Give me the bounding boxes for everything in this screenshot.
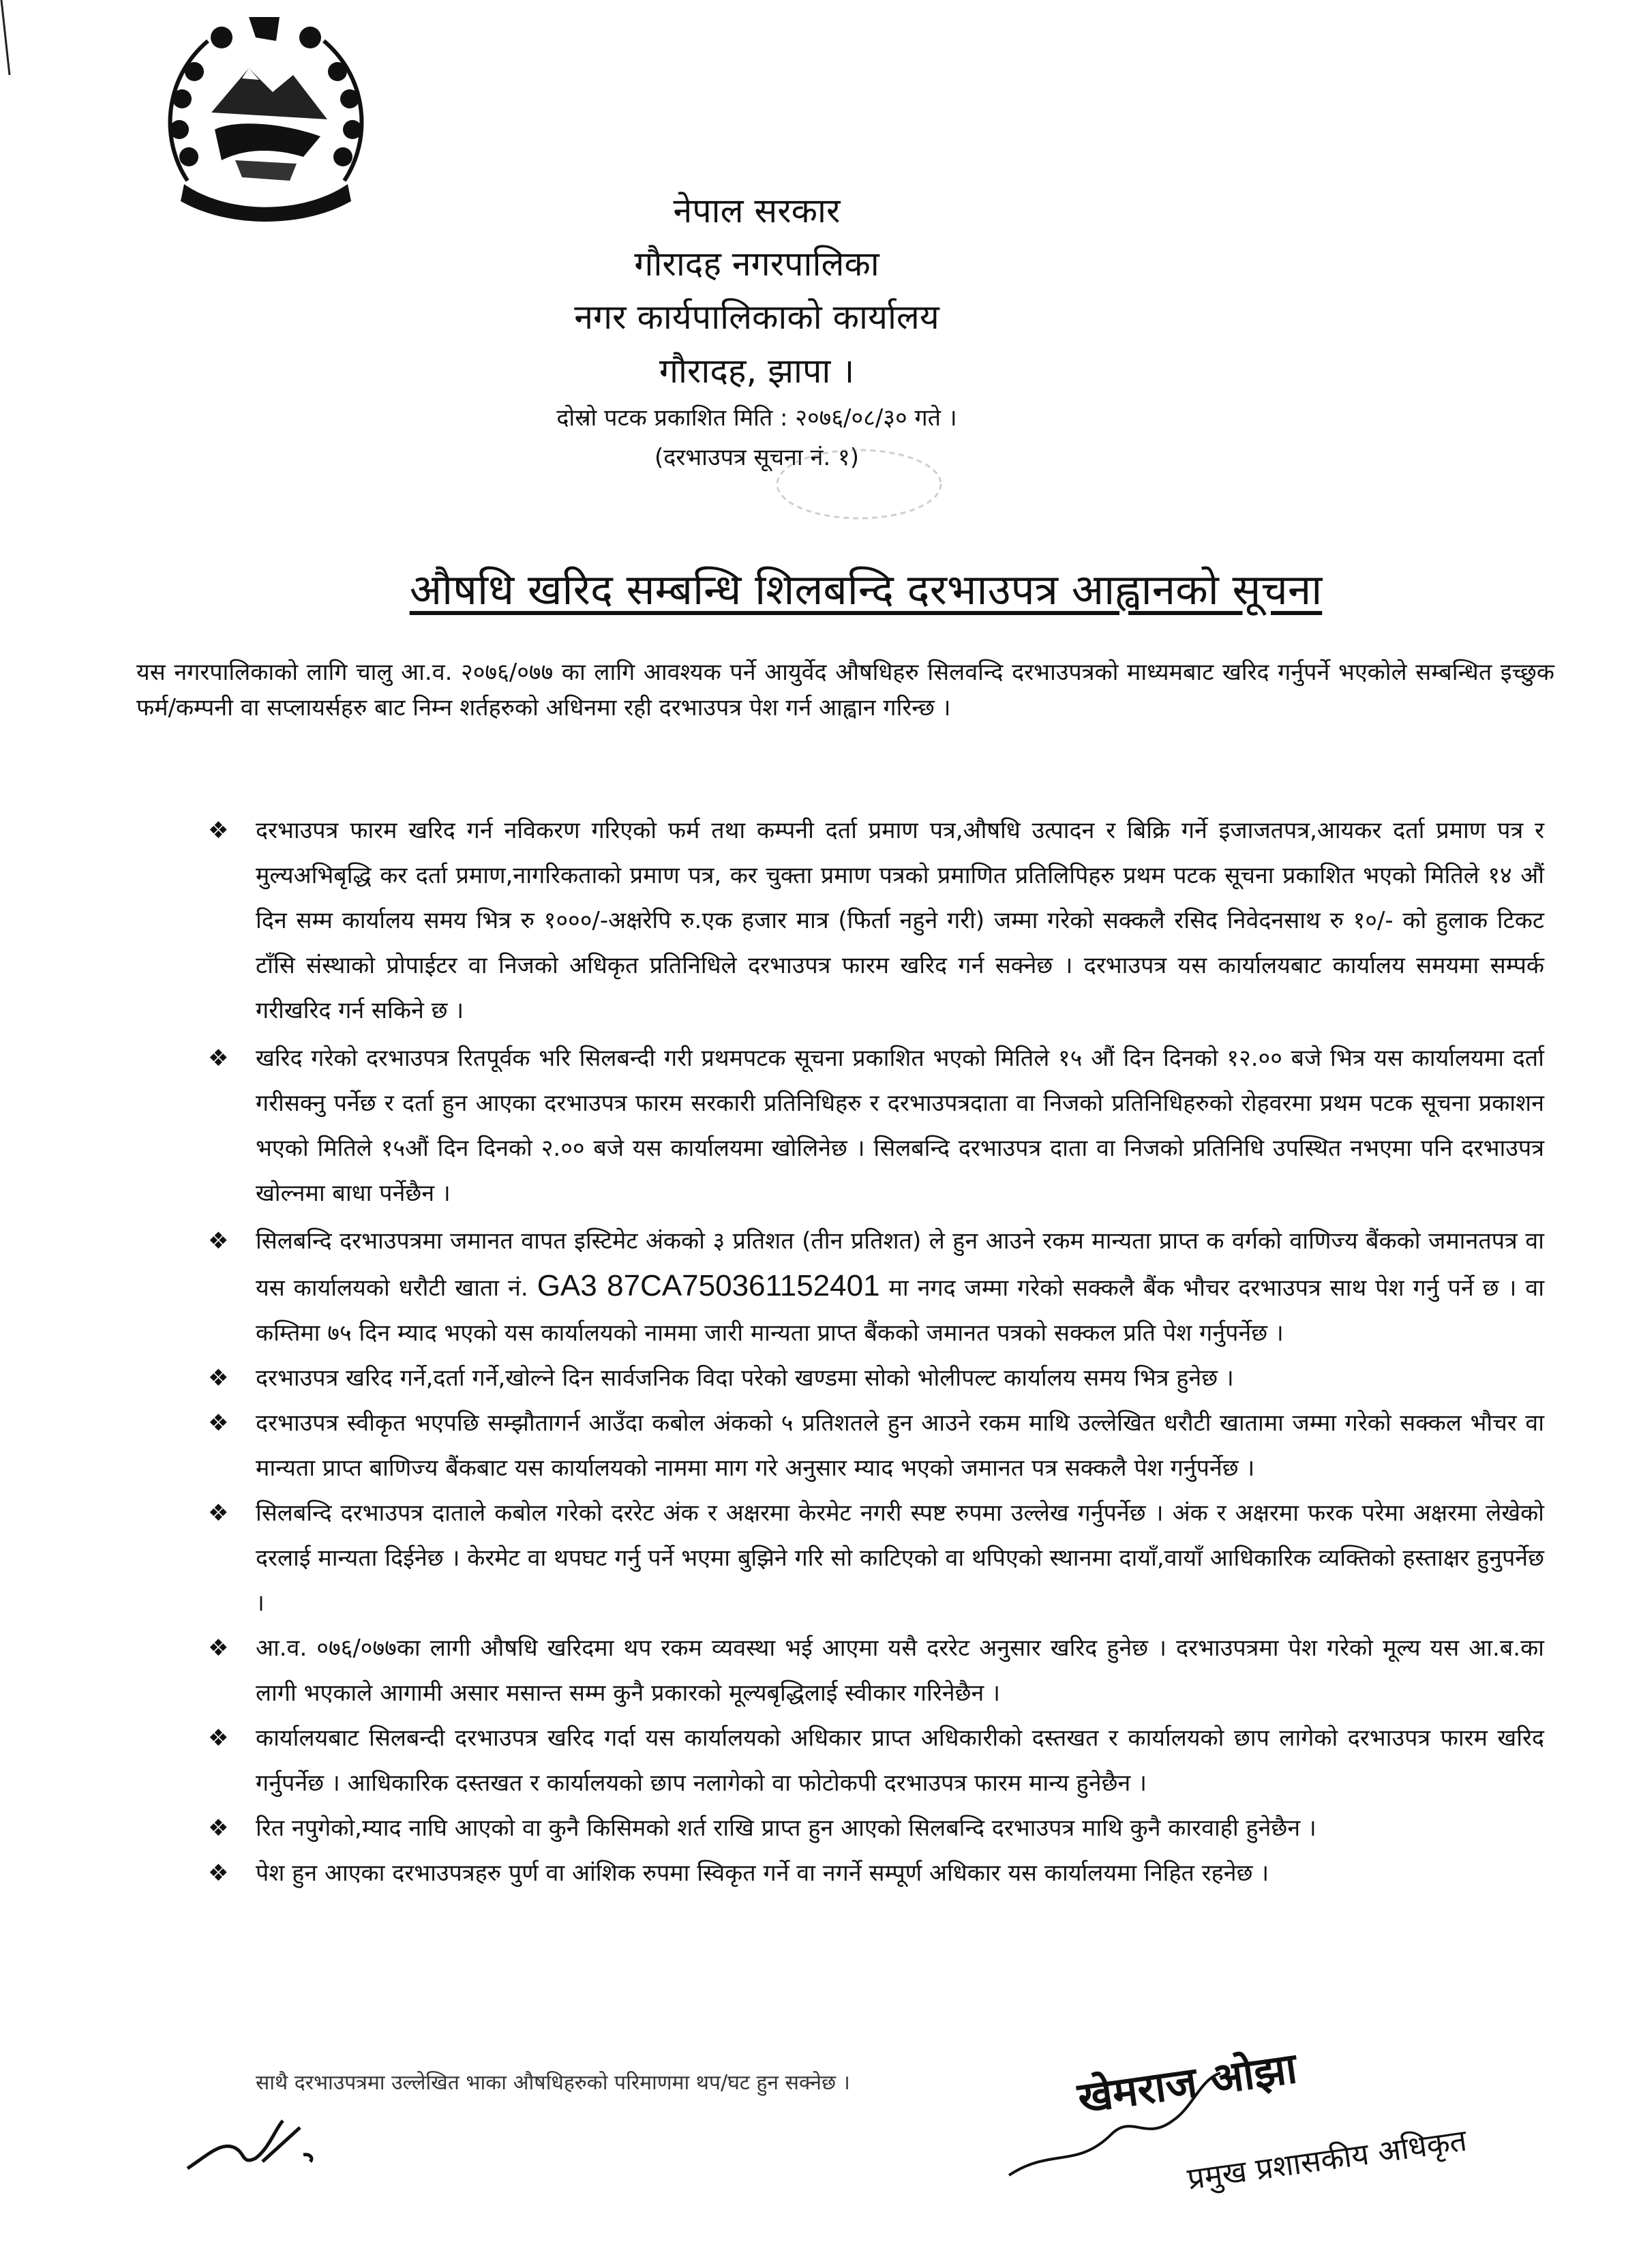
list-item: [208, 808, 1544, 1033]
notice-number: (दरभाउपत्र सूचना नं. १): [654, 444, 859, 471]
item-text: खरिद गरेको दरभाउपत्र रितपूर्वक भरि सिलबन्दी गरी प्रथमपटक सूचना प्रकाशित भएको मितिले १५ औं दिन दिनको १२.०० बजे भित्र यस कार्यालयमा दर्ता गरीसक्नु पर्नेछ र दर्ता हुन आएका दरभाउपत्र फारम सरकारी प्रतिनिधिहरु र दरभाउपत्रदाता वा निजको प्रतिनिधिहरुको रोहवरमा प्रथम पटक सूचना प्रकाशन भएको मितिले १५औं दिन दिनको २.०० बजे यस कार्यालयमा खोलिनेछ । सिलबन्दि दरभाउपत्र दाता वा निजको प्रतिनिधि उपस्थित नभएमा पनि दरभाउपत्र खोल्नमा बाधा पर्नेछैन ।: [256, 1045, 1544, 1207]
bullet-icon: ❖: [208, 1409, 229, 1437]
conditions-list: [208, 808, 1544, 1896]
list-item: [208, 1401, 1544, 1491]
list-item: [208, 1491, 1544, 1626]
list-item: [208, 1036, 1544, 1216]
bullet-icon: ❖: [208, 1815, 229, 1842]
office-name: नगर कार्यपालिकाको कार्यालय: [574, 297, 939, 337]
item-text: सिलबन्दि दरभाउपत्र दाताले कबोल गरेको दररेट अंक र अक्षरमा केरमेट नगरी स्पष्ट रुपमा उल्लेख गर्नुपर्नेछ । अंक र अक्षरमा फरक परेमा अक्षरमा लेखेको दरलाई मान्यता दिईनेछ । केरमेट वा थपघट गर्नु पर्ने भएमा बुझिने गरि सो काटिएको वा थपिएको स्थानमा दायाँ,वायाँ आधिकारिक व्यक्तिको हस्ताक्षर हुनुपर्नेछ ।: [256, 1499, 1544, 1617]
bullet-icon: ❖: [208, 1635, 229, 1662]
item-text-continued: मा नगद जम्मा गरेको सक्कलै बैंक भौचर दरभाउपत्र साथ पेश गर्नु पर्ने छ । वा कम्तिमा ७५ दिन म्याद भएको यस कार्यालयको नाममा जारी मान्यता प्राप्त बैंकको जमानत पत्रको सक्कल प्रति पेश गर्नुपर्नेछ ।: [256, 1274, 1545, 1347]
bullet-icon: ❖: [208, 1725, 229, 1752]
published-date: दोस्रो पटक प्रकाशित मिति : २०७६/०८/३० गते ।: [556, 404, 957, 432]
intro-paragraph: यस नगरपालिकाको लागि चालु आ.व. २०७६/०७७ का लागि आवश्यक पर्ने आयुर्वेद औषधिहरु सिलवन्दि दरभाउपत्रको माध्यमबाट खरिद गर्नुपर्ने भएकोले सम्बन्धित इच्छुक फर्म/कम्पनी वा सप्लायर्सहरु बाट निम्न शर्तहरुको अधिनमा रही दरभाउपत्र पेश गर्न आह्वान गरिन्छ ।: [136, 659, 1554, 721]
list-item: [208, 1716, 1544, 1806]
deposit-account-number: GA3 87CA750361152401: [537, 1269, 880, 1302]
nepal-emblem-icon: [147, 10, 385, 225]
bullet-icon: ❖: [208, 1364, 229, 1392]
item-text: आ.व. ०७६/०७७का लागी औषधि खरिदमा थप रकम व्यवस्था भई आएमा यसै दररेट अनुसार खरिद हुनेछ । दरभाउपत्रमा पेश गरेको मूल्य यस आ.ब.का लागी भएकाले आगामी असार मसान्त सम्म कुनै प्रकारको मूल्यबृद्धिलाई स्वीकार गरिनेछैन ।: [256, 1635, 1544, 1707]
bullet-icon: ❖: [208, 1227, 229, 1255]
list-item: [208, 1806, 1544, 1851]
item-text: सिलबन्दि दरभाउपत्रमा जमानत वापत इस्टिमेट अंकको ३ प्रतिशत (तीन प्रतिशत) ले हुन आउने रकम मान्यता प्राप्त क वर्गको वाणिज्य बैंकको जमानतपत्र वा यस कार्यालयको धरौटी खाता नं.: [256, 1227, 1544, 1302]
notice-title: औषधि खरिद सम्बन्धि शिलबन्दि दरभाउपत्र आह्वानको सूचना: [409, 565, 1323, 614]
initial-signature: [181, 2100, 344, 2182]
item-text: रित नपुगेको,म्याद नाघि आएको वा कुनै किसिमको शर्त राखि प्राप्त हुन आएको सिलबन्दि दरभाउपत्र माथि कुनै कारवाही हुनेछैन ।: [256, 1815, 1316, 1842]
government-name: नेपाल सरकार: [673, 191, 841, 230]
item-text: दरभाउपत्र खरिद गर्ने,दर्ता गर्ने,खोल्ने दिन सार्वजनिक विदा परेको खण्डमा सोको भोलीपल्ट कार्यालय समय भित्र हुनेछ ।: [256, 1364, 1234, 1392]
office-address: गौरादह, झापा ।: [659, 351, 855, 391]
officer-name: खेमराज ओझा: [1074, 2042, 1300, 2123]
office-stamp: [770, 443, 948, 525]
list-item: [208, 1356, 1544, 1401]
tail-note: साथै दरभाउपत्रमा उल्लेखित भाका औषधिहरुको परिमाणमा थप/घट हुन सक्नेछ ।: [256, 2071, 850, 2095]
item-text: पेश हुन आएका दरभाउपत्रहरु पुर्ण वा आंशिक रुपमा स्विकृत गर्ने वा नगर्ने सम्पूर्ण अधिकार यस कार्यालयमा निहित रहनेछ ।: [256, 1860, 1269, 1887]
item-text: कार्यालयबाट सिलबन्दी दरभाउपत्र खरिद गर्दा यस कार्यालयको अधिकार प्राप्त अधिकारीको दस्तखत र कार्यालयको छाप लागेको दरभाउपत्र फारम खरिद गर्नुपर्नेछ । आधिकारिक दस्तखत र कार्यालयको छाप नलागेको वा फोटोकपी दरभाउपत्र फारम मान्य हुनेछैन ।: [256, 1725, 1544, 1797]
bullet-icon: ❖: [208, 817, 229, 844]
list-item: [208, 1219, 1544, 1356]
list-item: [208, 1851, 1544, 1896]
bullet-icon: ❖: [208, 1860, 229, 1887]
page-edge-mark: [0, 0, 20, 82]
municipality-name: गौरादह नगरपालिका: [634, 244, 879, 284]
bullet-icon: ❖: [208, 1045, 229, 1072]
letterhead: [382, 184, 1132, 477]
bullet-icon: ❖: [208, 1499, 229, 1527]
item-text: दरभाउपत्र फारम खरिद गर्न नविकरण गरिएको फर्म तथा कम्पनी दर्ता प्रमाण पत्र,औषधि उत्पादन र बिक्रि गर्ने इजाजतपत्र,आयकर दर्ता प्रमाण पत्र र मुल्यअभिबृद्धि कर दर्ता प्रमाण,नागरिकताको प्रमाण पत्र, कर चुक्ता प्रमाण पत्रको प्रमाणित प्रतिलिपिहरु प्रथम पटक सूचना प्रकाशित भएको मितिले १४ औं दिन सम्म कार्यालय समय भित्र रु १०००/-अक्षरेपि रु.एक हजार मात्र (फिर्ता नहुने गरी) जम्मा गरेको सक्कलै रसिद निवेदनसाथ रु १०/- को हुलाक टिकट टाँसि संस्थाको प्रोपाईटर वा निजको अधिकृत प्रतिनिधिले दरभाउपत्र फारम खरिद गर्न सक्नेछ । दरभाउपत्र यस कार्यालयबाट कार्यालय समयमा सम्पर्क गरीखरिद गर्न सकिने छ ।: [256, 817, 1544, 1024]
officer-title: प्रमुख प्रशासकीय अधिकृत: [1185, 2123, 1469, 2197]
list-item: [208, 1626, 1544, 1716]
item-text: दरभाउपत्र स्वीकृत भएपछि सम्झौतागर्न आउँदा कबोल अंकको ५ प्रतिशतले हुन आउने रकम माथि उल्लेखित धरौटी खातामा जम्मा गरेको सक्कल भौचर वा मान्यता प्राप्त बाणिज्य बैंकबाट यस कार्यालयको नाममा माग गरे अनुसार म्याद भएको जमानत पत्र सक्कलै पेश गर्नुपर्नेछ ।: [256, 1409, 1544, 1482]
